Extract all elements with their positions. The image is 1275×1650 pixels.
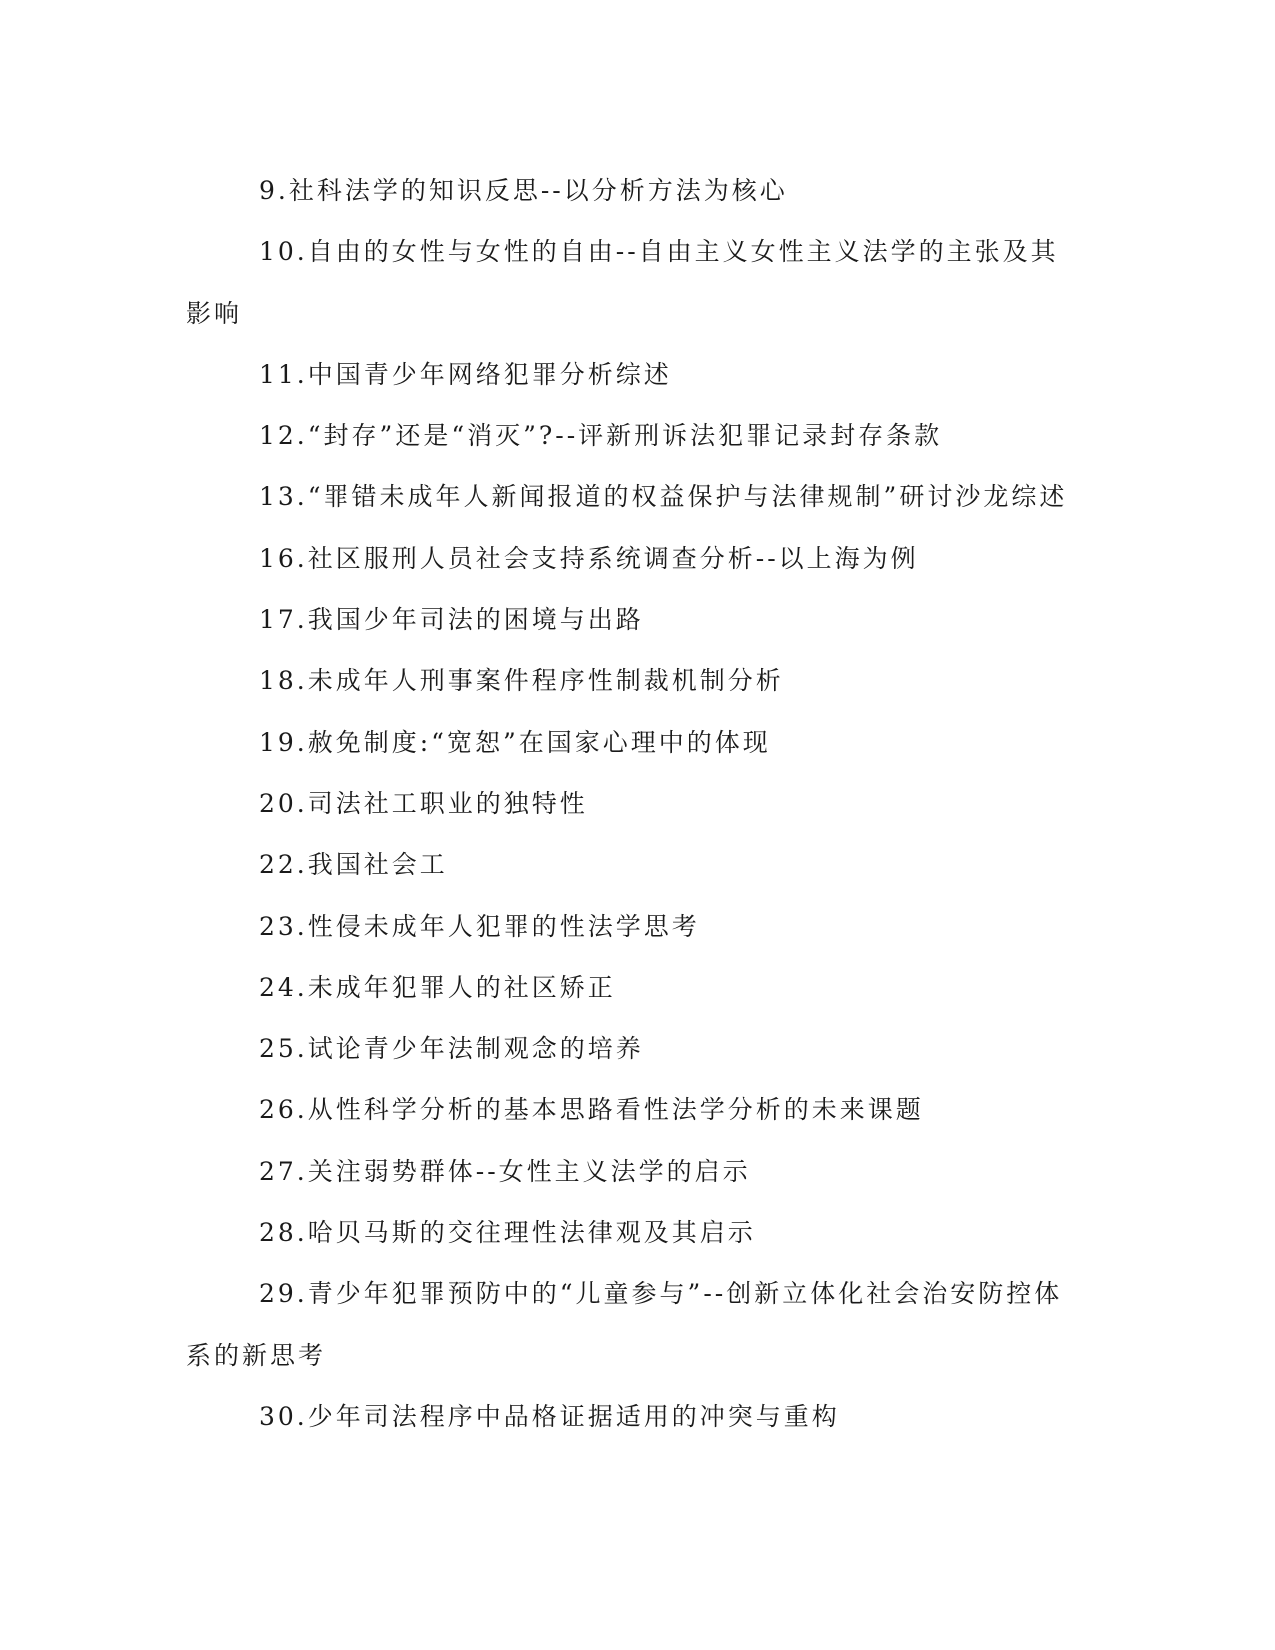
list-item: 26.从性科学分析的基本思路看性法学分析的未来课题 xyxy=(259,1095,924,1125)
list-item: 17.我国少年司法的困境与出路 xyxy=(259,605,644,635)
list-item: 19.赦免制度:“宽恕”在国家心理中的体现 xyxy=(259,727,771,757)
list-item: 12.“封存”还是“消灭”?--评新刑诉法犯罪记录封存条款 xyxy=(259,421,943,451)
list-item: 28.哈贝马斯的交往理性法律观及其启示 xyxy=(259,1218,756,1248)
list-item: 20.司法社工职业的独特性 xyxy=(259,788,588,818)
list-item: 18.未成年人刑事案件程序性制裁机制分析 xyxy=(259,666,784,696)
list-item: 22.我国社会工 xyxy=(259,850,448,880)
list-item: 13.“罪错未成年人新闻报道的权益保护与法律规制”研讨沙龙综述 xyxy=(259,482,1068,512)
reference-list xyxy=(186,160,1086,1447)
list-item: 11.中国青少年网络犯罪分析综述 xyxy=(259,359,672,389)
list-item: 23.性侵未成年人犯罪的性法学思考 xyxy=(259,911,700,941)
list-item: 29.青少年犯罪预防中的“儿童参与”--创新立体化社会治安防控体系的新思考 xyxy=(186,1279,1063,1370)
list-item: 25.试论青少年法制观念的培养 xyxy=(259,1034,644,1064)
list-item: 27.关注弱势群体--女性主义法学的启示 xyxy=(259,1156,751,1186)
list-item: 24.未成年犯罪人的社区矫正 xyxy=(259,972,616,1002)
list-item: 9.社科法学的知识反思--以分析方法为核心 xyxy=(259,176,788,205)
list-item: 30.少年司法程序中品格证据适用的冲突与重构 xyxy=(259,1401,840,1431)
list-item: 10.自由的女性与女性的自由--自由主义女性主义法学的主张及其影响 xyxy=(186,237,1059,328)
list-item: 16.社区服刑人员社会支持系统调查分析--以上海为例 xyxy=(259,543,919,573)
